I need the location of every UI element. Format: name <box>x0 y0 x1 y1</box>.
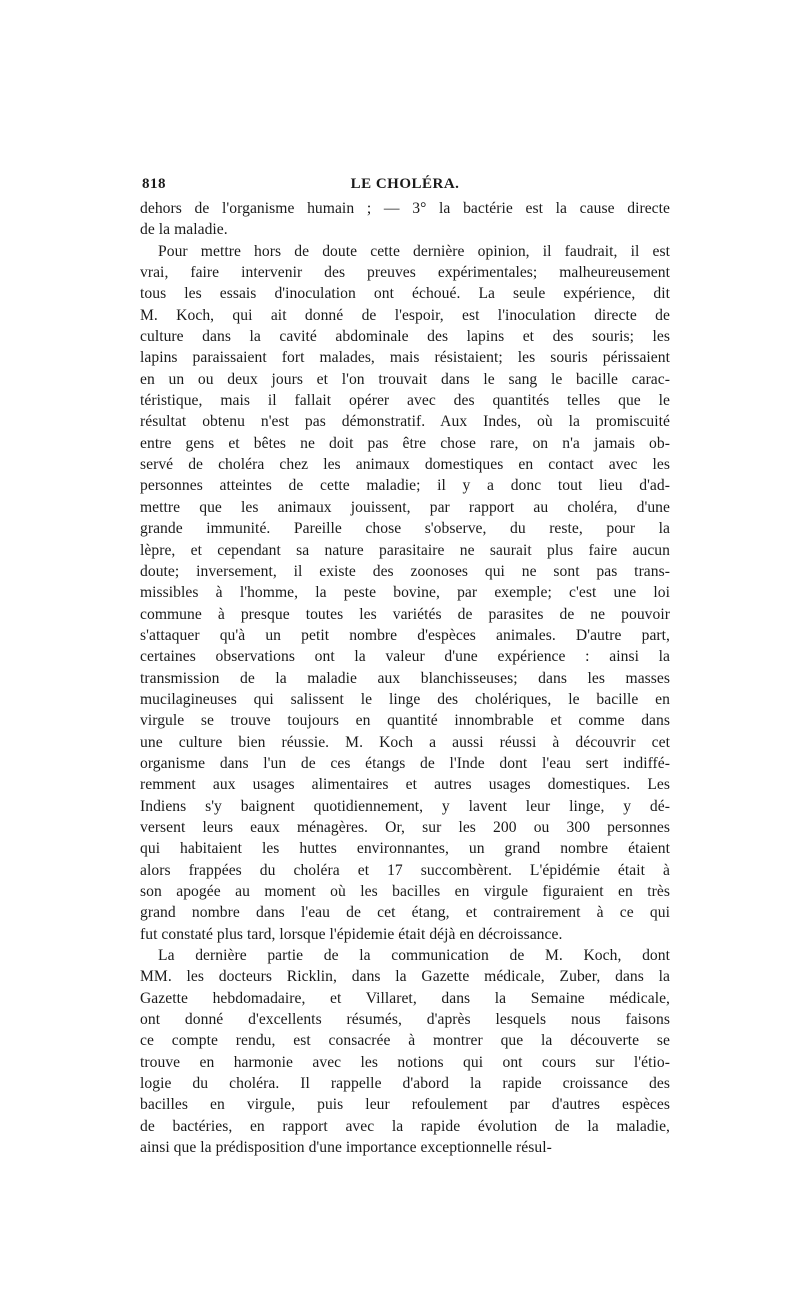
text-line: certaines observations ont la valeur d'une expérience : ainsi la <box>140 648 670 666</box>
text-line: Pour mettre hors de doute cette dernière opinion, il faudrait, il est <box>158 242 670 260</box>
text-line: son apogée au moment où les bacilles en virgule figuraient en très <box>140 883 670 900</box>
text-line: MM. les docteurs Ricklin, dans la Gazette médicale, Zuber, dans la <box>140 968 670 986</box>
running-title: LE CHOLÉRA. <box>350 176 460 192</box>
text-line: de la maladie. <box>140 221 228 239</box>
running-head <box>140 172 670 198</box>
text-line: lèpre, et cependant sa nature parasitaire ne saurait plus faire aucun <box>140 541 670 559</box>
text-line: mettre que les animaux jouissent, par rapport au choléra, d'une <box>140 498 670 516</box>
text-line: vrai, faire intervenir des preuves expérimentales; malheureusement <box>140 264 670 282</box>
text-line: ainsi que la prédisposition d'une importance exceptionnelle résul- <box>140 1139 552 1157</box>
text-line: Indiens s'y baignent quotidiennement, y lavent leur linge, y dé- <box>140 797 670 815</box>
text-line: virgule se trouve toujours en quantité innombrable et comme dans <box>140 712 670 730</box>
text-line: organisme dans l'un de ces étangs de l'Inde dont l'eau sert indiffé- <box>140 754 670 772</box>
text-line: fut constaté plus tard, lorsque l'épidemie était déjà en décroissance. <box>140 925 563 943</box>
text-line: missibles à l'homme, la peste bovine, par exemple; c'est une loi <box>140 584 670 602</box>
text-line: grande immunité. Pareille chose s'observe, du reste, pour la <box>140 520 670 538</box>
book-page <box>140 172 670 1158</box>
text-line: ont donné d'excellents résumés, d'après lesquels nous faisons <box>140 1011 670 1029</box>
page-number: 818 <box>142 176 166 192</box>
text-line: grand nombre dans l'eau de cet étang, et contrairement à ce qui <box>140 904 670 922</box>
text-line: une culture bien réussie. M. Koch a aussi réussi à découvrir cet <box>140 733 670 751</box>
text-line: personnes atteintes de cette maladie; il y a donc tout lieu d'ad- <box>140 477 670 495</box>
text-line: alors frappées du choléra et 17 succombèrent. L'épidémie était à <box>140 861 670 879</box>
text-line: mucilagineuses qui salissent le linge des cholériques, le bacille en <box>140 690 670 708</box>
text-line: culture dans la cavité abdominale des lapins et des souris; les <box>140 328 670 346</box>
text-line: bacilles en virgule, puis leur refoulement par d'autres espèces <box>140 1096 670 1114</box>
text-line: dehors de l'organisme humain ; — 3° la bactérie est la cause directe <box>140 200 670 217</box>
text-line: trouve en harmonie avec les notions qui ont cours sur l'étio- <box>140 1053 670 1071</box>
text-line: tous les essais d'inoculation ont échoué. La seule expérience, dit <box>140 285 670 303</box>
text-line: qui habitaient les huttes environnantes, un grand nombre étaient <box>140 840 670 858</box>
text-line: remment aux usages alimentaires et autres usages domestiques. Les <box>140 776 670 794</box>
text-line: La dernière partie de la communication de M. Koch, dont <box>158 947 670 965</box>
text-line: commune à presque toutes les variétés de parasites de ne pouvoir <box>140 605 670 623</box>
text-line: logie du choléra. Il rappelle d'abord la rapide croissance des <box>140 1075 670 1093</box>
text-line: servé de choléra chez les animaux domestiques en contact avec les <box>140 456 670 474</box>
text-line: de bactéries, en rapport avec la rapide évolution de la maladie, <box>140 1117 670 1135</box>
text-line: téristique, mais il fallait opérer avec des quantités telles que le <box>140 392 670 410</box>
text-line: doute; inversement, il existe des zoonoses qui ne sont pas trans- <box>140 562 670 580</box>
body-text <box>140 198 670 1158</box>
text-line: lapins paraissaient fort malades, mais résistaient; les souris périssaient <box>140 349 670 367</box>
text-line: transmission de la maladie aux blanchisseuses; dans les masses <box>140 669 670 687</box>
text-line: versent leurs eaux ménagères. Or, sur les 200 ou 300 personnes <box>140 818 670 836</box>
text-line: entre gens et bêtes ne doit pas être chose rare, on n'a jamais ob- <box>140 434 670 452</box>
text-line: s'attaquer qu'à un petit nombre d'espèces animales. D'autre part, <box>140 626 670 644</box>
text-line: Gazette hebdomadaire, et Villaret, dans la Semaine médicale, <box>140 989 670 1007</box>
text-line: M. Koch, qui ait donné de l'espoir, est l'inoculation directe de <box>140 306 670 324</box>
text-line: résultat obtenu n'est pas démonstratif. Aux Indes, où la promiscuité <box>140 413 670 431</box>
text-line: en un ou deux jours et l'on trouvait dans le sang le bacille carac- <box>140 370 670 388</box>
text-line: ce compte rendu, est consacrée à montrer que la découverte se <box>140 1032 670 1050</box>
